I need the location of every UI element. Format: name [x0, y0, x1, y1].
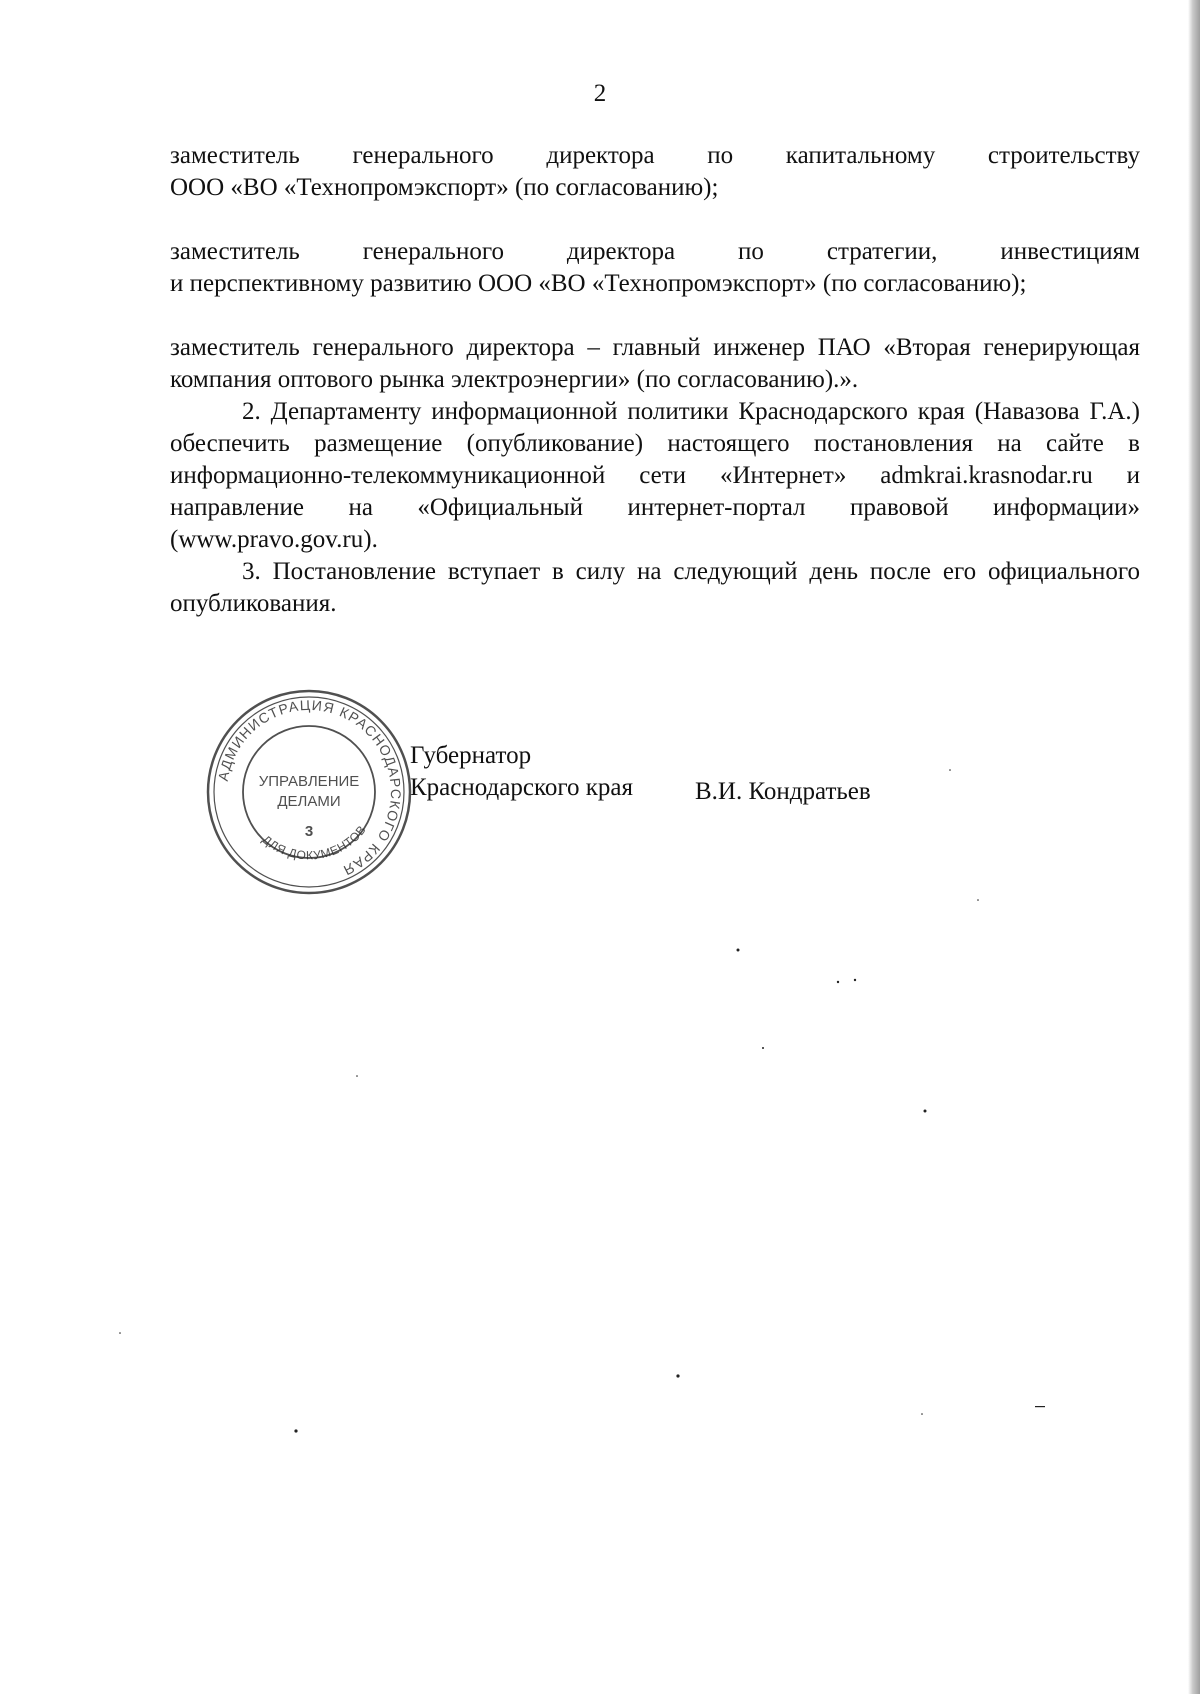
- paragraph-line: и перспективному развитию ООО «ВО «Технопромэкспорт» (по согласованию);: [170, 270, 1027, 297]
- paragraph-item-3: 3. Постановление вступает в силу на следующий день после его официального опубликования.: [170, 558, 1140, 617]
- page-number: 2: [593, 80, 607, 107]
- stamp-number: 3: [304, 823, 314, 840]
- paragraph-line: заместитель генерального директора по капитальному строительству: [170, 142, 1140, 169]
- signatory-title-line: Краснодарского края: [410, 774, 633, 801]
- paragraph-deputy-strategy: [170, 236, 1140, 268]
- paragraph-line: заместитель генерального директора по стратегии, инвестициям: [170, 238, 1140, 265]
- signature-block: [0, 733, 1200, 863]
- official-stamp: [203, 686, 415, 898]
- stamp-ring-text: АДМИНИСТРАЦИЯ КРАСНОДАРСКОГО КРАЯ: [214, 696, 405, 880]
- signatory-name: В.И. Кондратьев: [695, 778, 871, 805]
- paragraph-line: ООО «ВО «Технопромэкспорт» (по согласованию);: [170, 174, 719, 201]
- stamp-center-line: ДЕЛАМИ: [277, 793, 341, 810]
- signatory-title: [410, 740, 633, 804]
- signatory-title-line: Губернатор: [410, 742, 532, 769]
- paragraph-deputy-construction-cont: [170, 172, 1140, 204]
- document-body: [170, 140, 1140, 620]
- paragraph-deputy-chief-engineer: заместитель генерального директора – главный инженер ПАО «Вторая генерирующая компания оптового рынка электроэнергии» (по согласованию).».: [170, 334, 1140, 393]
- stamp-center-line: УПРАВЛЕНИЕ: [258, 773, 360, 790]
- stamp-bottom-text: ДЛЯ ДОКУМЕНТОВ: [259, 822, 369, 863]
- paragraph-deputy-strategy-cont: [170, 268, 1140, 300]
- paragraph-deputy-construction: [170, 140, 1140, 172]
- paragraph-item-2: 2. Департаменту информационной политики Краснодарского края (Навазова Г.А.) обеспечить размещение (опубликование) настоящего постановления на сайте в информационно-телекоммуникационной сети «Интернет» admkrai.krasnodar.ru и направление на «Официальный интернет-портал правовой информации» (www.pravo.gov.ru).: [170, 398, 1140, 553]
